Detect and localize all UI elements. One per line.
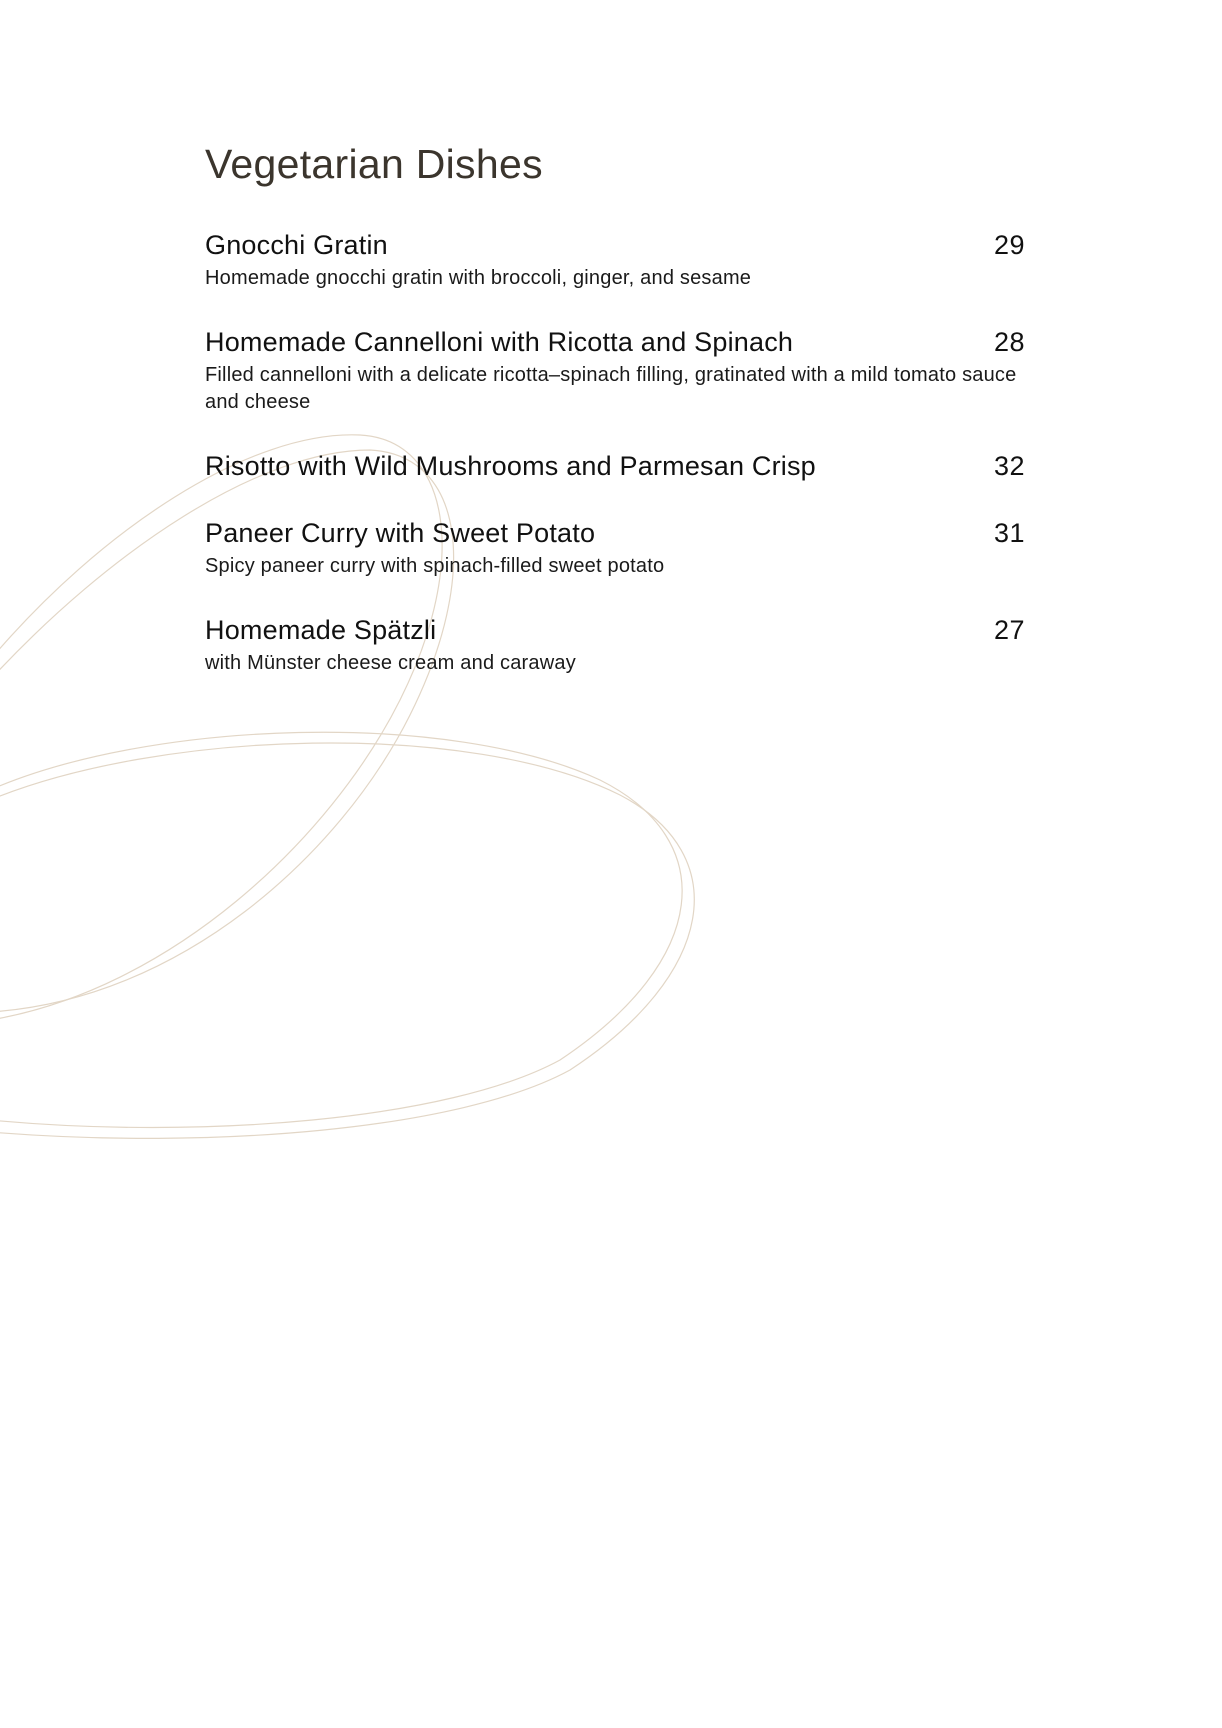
- menu-item-name: Paneer Curry with Sweet Potato: [205, 518, 596, 549]
- menu-item-name: Risotto with Wild Mushrooms and Parmesan Crisp: [205, 450, 816, 481]
- menu-item-price: 27: [993, 615, 1025, 646]
- menu-item-description: with Münster cheese cream and caraway: [205, 651, 576, 674]
- menu-item-price: 28: [993, 326, 1025, 357]
- section-title: Vegetarian Dishes: [205, 141, 543, 187]
- menu-item: [205, 614, 1025, 677]
- menu-item-price: 29: [993, 230, 1025, 261]
- menu-item-header: [205, 614, 1025, 648]
- menu-item-name: Homemade Spätzli: [205, 615, 437, 646]
- menu-item: [205, 517, 1025, 580]
- menu-item-description: Spicy paneer curry with spinach-filled sweet potato: [205, 555, 665, 578]
- menu-item-header: [205, 450, 1025, 484]
- menu-item-header: [205, 229, 1025, 263]
- menu-item-price: 31: [993, 518, 1025, 549]
- menu-item-description: Homemade gnocchi gratin with broccoli, ginger, and sesame: [205, 266, 752, 289]
- menu-item-name: Homemade Cannelloni with Ricotta and Spinach: [205, 326, 794, 357]
- menu-item: [205, 229, 1025, 292]
- menu-section: [205, 140, 1025, 711]
- menu-item-header: [205, 326, 1025, 360]
- menu-item-name: Gnocchi Gratin: [205, 230, 388, 261]
- menu-item-description: Filled cannelloni with a delicate ricotta–spinach filling, gratinated with a mild tomato sauce and cheese: [205, 363, 1017, 413]
- menu-item: [205, 326, 1025, 416]
- swirl-line-1: [0, 732, 682, 1127]
- swirl-line-2: [0, 743, 694, 1138]
- menu-item-price: 32: [993, 450, 1025, 481]
- menu-item: [205, 450, 1025, 484]
- menu-item-header: [205, 517, 1025, 551]
